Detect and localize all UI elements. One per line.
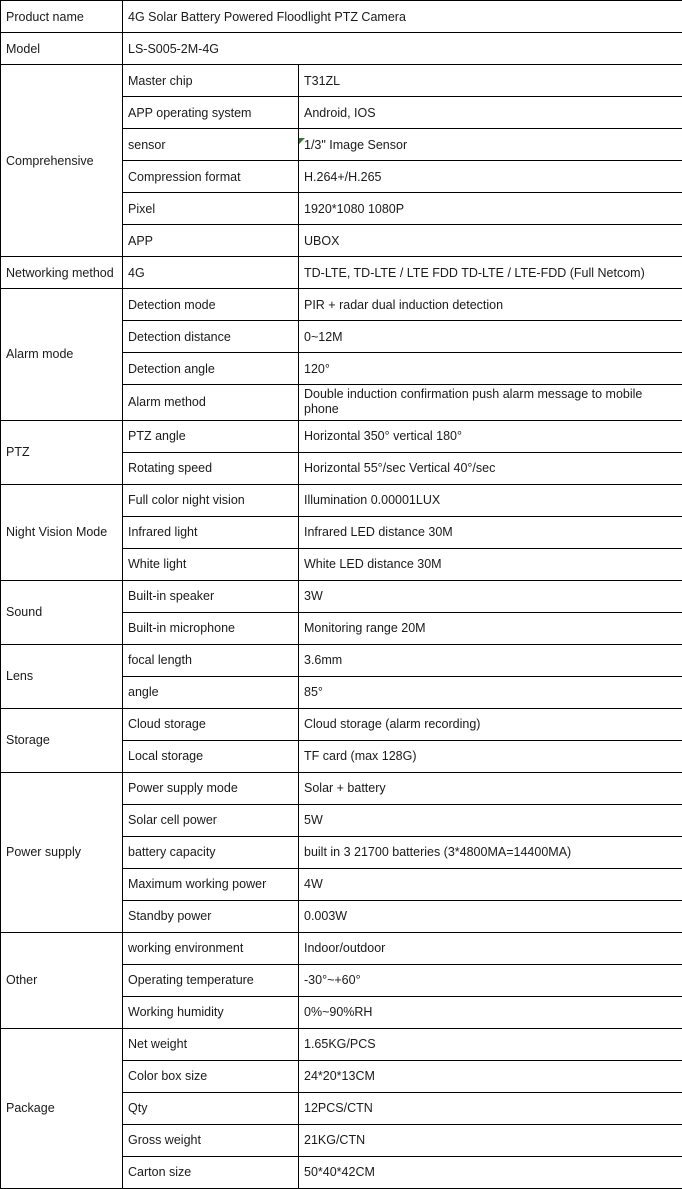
item-cell: Local storage	[123, 740, 299, 772]
table-row	[1, 1, 682, 33]
item-cell: Full color night vision	[123, 484, 299, 516]
table-row	[1, 420, 682, 452]
table-row	[1, 772, 682, 804]
item-cell: White light	[123, 548, 299, 580]
value-cell: -30°~+60°	[299, 964, 682, 996]
category-cell: Alarm mode	[1, 289, 123, 421]
item-cell: Solar cell power	[123, 804, 299, 836]
value-cell: Cloud storage (alarm recording)	[299, 708, 682, 740]
table-row	[1, 484, 682, 516]
value-cell: 0.003W	[299, 900, 682, 932]
value-cell: T31ZL	[299, 65, 682, 97]
value-cell: TF card (max 128G)	[299, 740, 682, 772]
value-cell: 1920*1080 1080P	[299, 193, 682, 225]
item-cell: Detection distance	[123, 321, 299, 353]
value-cell: PIR + radar dual induction detection	[299, 289, 682, 321]
value-cell: H.264+/H.265	[299, 161, 682, 193]
item-cell: 4G	[123, 257, 299, 289]
item-cell: Rotating speed	[123, 452, 299, 484]
value-cell: 0~12M	[299, 321, 682, 353]
value-cell: 3W	[299, 580, 682, 612]
item-cell: Maximum working power	[123, 868, 299, 900]
value-cell: Horizontal 350° vertical 180°	[299, 420, 682, 452]
item-cell: Detection angle	[123, 353, 299, 385]
value-cell: Infrared LED distance 30M	[299, 516, 682, 548]
value-cell: 50*40*42CM	[299, 1156, 682, 1188]
value-cell: Illumination 0.00001LUX	[299, 484, 682, 516]
value-cell: TD-LTE, TD-LTE / LTE FDD TD-LTE / LTE-FDD (Full Netcom)	[299, 257, 682, 289]
value-cell: 120°	[299, 353, 682, 385]
value-cell: 5W	[299, 804, 682, 836]
item-cell: Color box size	[123, 1060, 299, 1092]
table-row	[1, 33, 682, 65]
category-cell: Networking method	[1, 257, 123, 289]
table-row	[1, 1028, 682, 1060]
table-row	[1, 289, 682, 321]
category-cell: Package	[1, 1028, 123, 1188]
value-cell: LS-S005-2M-4G	[123, 33, 682, 65]
item-cell: Net weight	[123, 1028, 299, 1060]
item-cell: Master chip	[123, 65, 299, 97]
item-cell: Carton size	[123, 1156, 299, 1188]
category-cell: PTZ	[1, 420, 123, 484]
value-cell: Solar + battery	[299, 772, 682, 804]
value-text: 1/3" Image Sensor	[304, 138, 407, 152]
specification-table-body	[1, 1, 682, 1189]
item-cell: APP	[123, 225, 299, 257]
table-row	[1, 644, 682, 676]
value-cell: 0%~90%RH	[299, 996, 682, 1028]
item-cell: Built-in microphone	[123, 612, 299, 644]
item-cell: Compression format	[123, 161, 299, 193]
item-cell: Standby power	[123, 900, 299, 932]
item-cell: Qty	[123, 1092, 299, 1124]
item-cell: battery capacity	[123, 836, 299, 868]
item-cell: working environment	[123, 932, 299, 964]
value-cell: Horizontal 55°/sec Vertical 40°/sec	[299, 452, 682, 484]
value-cell: 4G Solar Battery Powered Floodlight PTZ Camera	[123, 1, 682, 33]
item-cell: Operating temperature	[123, 964, 299, 996]
category-cell: Other	[1, 932, 123, 1028]
item-cell: Working humidity	[123, 996, 299, 1028]
category-cell: Storage	[1, 708, 123, 772]
item-cell: Infrared light	[123, 516, 299, 548]
value-cell	[299, 129, 682, 161]
value-cell: 3.6mm	[299, 644, 682, 676]
value-cell: 1.65KG/PCS	[299, 1028, 682, 1060]
value-cell: 85°	[299, 676, 682, 708]
value-cell: built in 3 21700 batteries (3*4800MA=14400MA)	[299, 836, 682, 868]
item-cell: APP operating system	[123, 97, 299, 129]
table-row	[1, 932, 682, 964]
value-cell: Monitoring range 20M	[299, 612, 682, 644]
value-cell: Double induction confirmation push alarm message to mobile phone	[299, 385, 682, 421]
value-cell: 24*20*13CM	[299, 1060, 682, 1092]
item-cell: Cloud storage	[123, 708, 299, 740]
item-cell: Built-in speaker	[123, 580, 299, 612]
value-cell: White LED distance 30M	[299, 548, 682, 580]
table-row	[1, 708, 682, 740]
category-cell: Product name	[1, 1, 123, 33]
table-row	[1, 580, 682, 612]
item-cell: focal length	[123, 644, 299, 676]
value-cell: UBOX	[299, 225, 682, 257]
category-cell: Comprehensive	[1, 65, 123, 257]
value-cell: Android, IOS	[299, 97, 682, 129]
table-row	[1, 257, 682, 289]
category-cell: Night Vision Mode	[1, 484, 123, 580]
value-cell: 12PCS/CTN	[299, 1092, 682, 1124]
table-row	[1, 65, 682, 97]
item-cell: Power supply mode	[123, 772, 299, 804]
item-cell: Gross weight	[123, 1124, 299, 1156]
item-cell: sensor	[123, 129, 299, 161]
category-cell: Lens	[1, 644, 123, 708]
category-cell: Model	[1, 33, 123, 65]
value-cell: 4W	[299, 868, 682, 900]
item-cell: Pixel	[123, 193, 299, 225]
item-cell: PTZ angle	[123, 420, 299, 452]
item-cell: Detection mode	[123, 289, 299, 321]
item-cell: angle	[123, 676, 299, 708]
item-cell: Alarm method	[123, 385, 299, 421]
category-cell: Power supply	[1, 772, 123, 932]
value-cell: Indoor/outdoor	[299, 932, 682, 964]
value-cell: 21KG/CTN	[299, 1124, 682, 1156]
category-cell: Sound	[1, 580, 123, 644]
